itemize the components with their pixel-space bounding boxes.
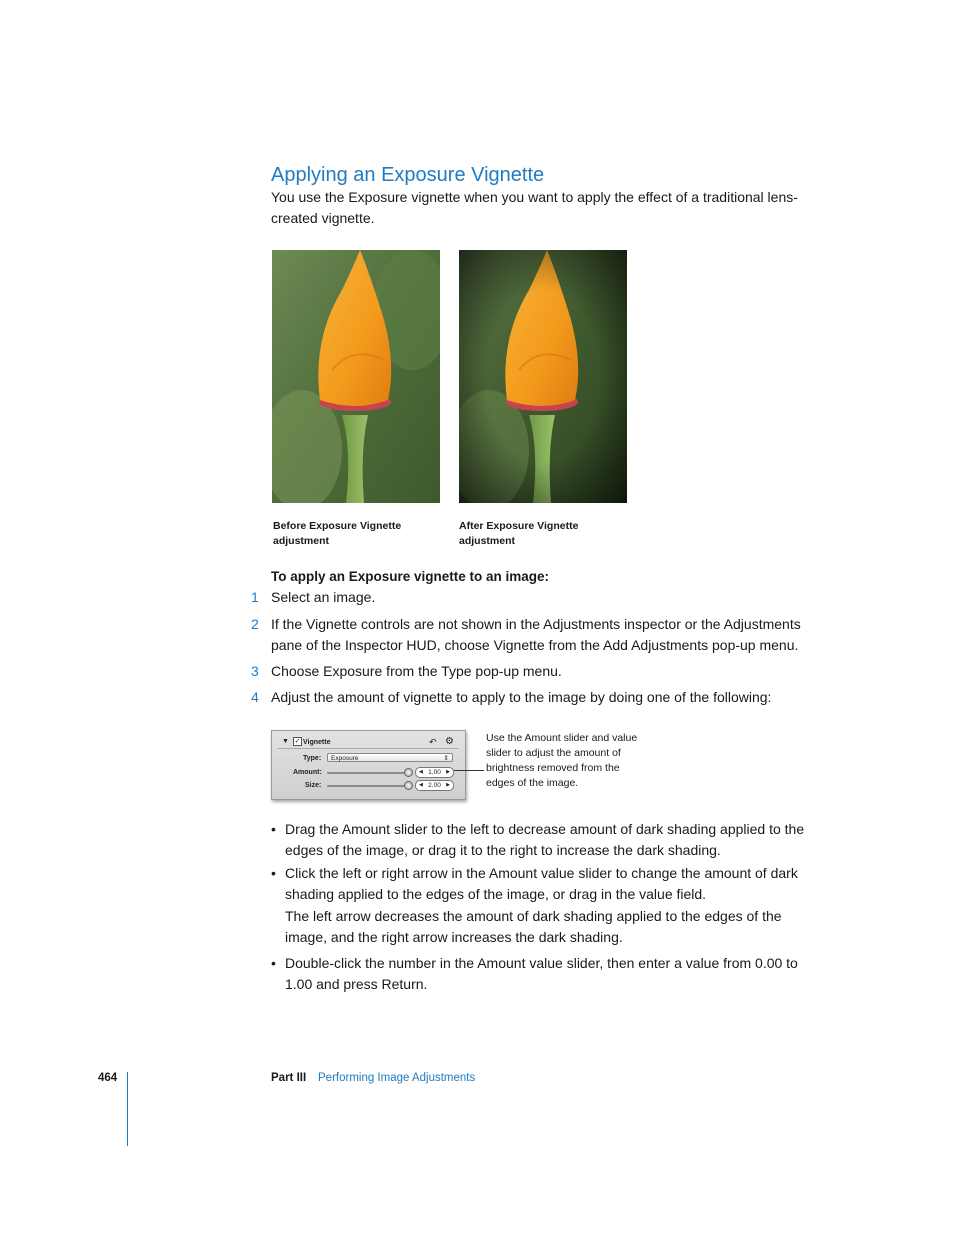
bullet-item (271, 863, 826, 905)
bullet-continuation-paragraph: The left arrow decreases the amount of dark shading applied to the edges of the image, and the right arrow increases the dark shading. (285, 908, 782, 945)
size-value-slider[interactable] (415, 780, 454, 791)
step-number: 3 (251, 663, 259, 679)
intro-paragraph: You use the Exposure vignette when you want to apply the effect of a traditional lens-created vignette. (271, 189, 798, 226)
type-label: Type: (303, 755, 322, 762)
page-title: Applying an Exposure Vignette (271, 164, 545, 186)
amount-value-slider[interactable] (415, 767, 454, 778)
bullet-mark: • (271, 865, 276, 881)
footer-part: Part III (271, 1072, 307, 1084)
procedure-title: To apply an Exposure vignette to an image: (271, 569, 550, 584)
bullet-text: Click the left or right arrow in the Amount value slider to change the amount of dark shading applied to the edges of the image, or drag in the value field. (285, 865, 798, 902)
step-number: 4 (251, 689, 259, 705)
bullet-mark: • (271, 955, 276, 971)
step-number: 1 (251, 589, 259, 605)
vignette-title: Vignette (303, 739, 331, 746)
type-popup-value: Exposure (331, 755, 359, 762)
after-caption: After Exposure Vignette adjustment (459, 520, 579, 547)
step-text: Adjust the amount of vignette to apply to the image by doing one of the following: (271, 689, 772, 705)
before-caption: Before Exposure Vignette adjustment (273, 520, 402, 547)
callout-text: Use the Amount slider and value slider to adjust the amount of brightness removed from the edges of the image. (486, 732, 638, 789)
vignette-enable-checkbox[interactable]: ✓ (294, 738, 301, 745)
step-text: If the Vignette controls are not shown in the Adjustments inspector or the Adjustments pane of the Inspector HUD, choose Vignette from the Add Adjustments pop-up menu. (271, 616, 801, 653)
size-slider-knob[interactable] (404, 781, 413, 790)
right-arrow-icon[interactable]: ▶ (446, 782, 450, 788)
callout-leader-line (454, 770, 484, 771)
footer-rule (127, 1072, 128, 1146)
amount-slider-knob[interactable] (404, 768, 413, 777)
step-4 (251, 687, 826, 708)
bullet-item (271, 819, 826, 861)
panel-divider (278, 748, 458, 749)
step-2 (251, 614, 826, 656)
before-vignette-photo (272, 250, 440, 503)
size-label: Size: (305, 782, 322, 789)
type-popup-menu[interactable] (327, 753, 453, 762)
step-number: 2 (251, 616, 259, 632)
bullet-text: Double-click the number in the Amount value slider, then enter a value from 0.00 to 1.00 and press Return. (285, 955, 798, 992)
page-number: 464 (98, 1072, 118, 1084)
bullet-item (271, 953, 826, 995)
after-vignette-photo (459, 250, 627, 503)
gear-icon[interactable]: ⚙ (445, 736, 454, 747)
amount-value[interactable]: 1.00 (428, 769, 441, 776)
step-3 (251, 661, 826, 682)
vignette-controls-panel (271, 730, 466, 800)
step-text: Select an image. (271, 589, 376, 605)
disclosure-triangle-icon[interactable]: ▼ (282, 738, 289, 745)
size-slider-track[interactable] (327, 785, 409, 787)
left-arrow-icon[interactable]: ◀ (419, 782, 423, 788)
amount-label: Amount: (293, 769, 322, 776)
footer-section-link[interactable]: Performing Image Adjustments (318, 1072, 476, 1084)
amount-slider-track[interactable] (327, 772, 409, 774)
step-1 (251, 587, 826, 608)
left-arrow-icon[interactable]: ◀ (419, 769, 423, 775)
right-arrow-icon[interactable]: ▶ (446, 769, 450, 775)
reset-icon[interactable]: ↶ (429, 737, 437, 747)
bullet-mark: • (271, 821, 276, 837)
bullet-text: Drag the Amount slider to the left to decrease amount of dark shading applied to the edges of the image, or drag it to the right to increase the dark shading. (285, 821, 805, 858)
popup-arrows-icon: ⇕ (443, 755, 449, 762)
size-value[interactable]: 2.00 (428, 782, 441, 789)
step-text: Choose Exposure from the Type pop-up menu. (271, 663, 562, 679)
